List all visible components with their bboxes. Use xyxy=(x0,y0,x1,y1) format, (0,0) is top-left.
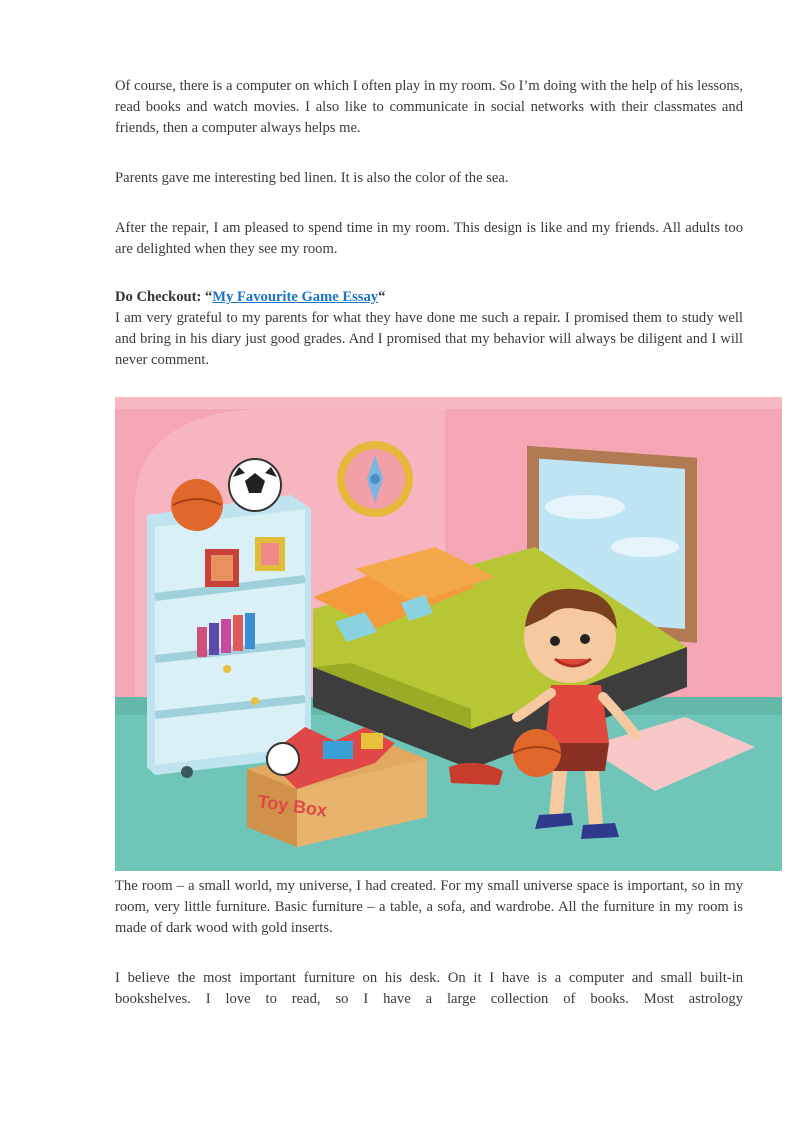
soccer-ball-icon xyxy=(229,459,281,511)
paragraph-desk: I believe the most important furniture on his desk. On it I have is a computer and small built-in bookshelves. I love to read, so I have a large collection of books. Most astrology xyxy=(115,970,743,1007)
checkout-line xyxy=(115,287,743,308)
wall-clock-icon xyxy=(337,441,413,517)
bookshelf-icon xyxy=(147,495,311,778)
paragraph-grateful: I am very grateful to my parents for what they have done me such a repair. I promised them to study well and bring in his diary just good grades. And I promised that my behavior will always be diligent and I will never comment. xyxy=(115,310,743,368)
checkout-suffix: “ xyxy=(378,289,386,305)
paragraph-small-world: The room – a small world, my universe, I had created. For my small universe space is important, so in my room, very little furniture. Basic furniture – a table, a sofa, and wardrobe. All the furniture in my room is made of dark wood with gold inserts. xyxy=(115,878,743,936)
paragraph-bed-linen: Parents gave me interesting bed linen. It is also the color of the sea. xyxy=(115,170,509,186)
favourite-game-essay-link[interactable]: My Favourite Game Essay xyxy=(212,289,379,305)
toy-box-label: Toy Box xyxy=(256,791,329,821)
document-page xyxy=(115,76,743,1010)
checkout-prefix: Do Checkout: “ xyxy=(115,289,213,305)
paragraph-computer: Of course, there is a computer on which I often play in my room. So I’m doing with the help of his lessons, read books and watch movies. I also like to communicate in social networks with their classmates and friends, then a computer always helps me. xyxy=(115,78,743,136)
basketball-icon xyxy=(171,479,223,531)
bouncing-ball-icon xyxy=(513,729,561,777)
paragraph-after-repair: After the repair, I am pleased to spend time in my room. This design is like and my friends. All adults too are delighted when they see my room. xyxy=(115,220,743,257)
kids-room-illustration xyxy=(115,397,782,871)
